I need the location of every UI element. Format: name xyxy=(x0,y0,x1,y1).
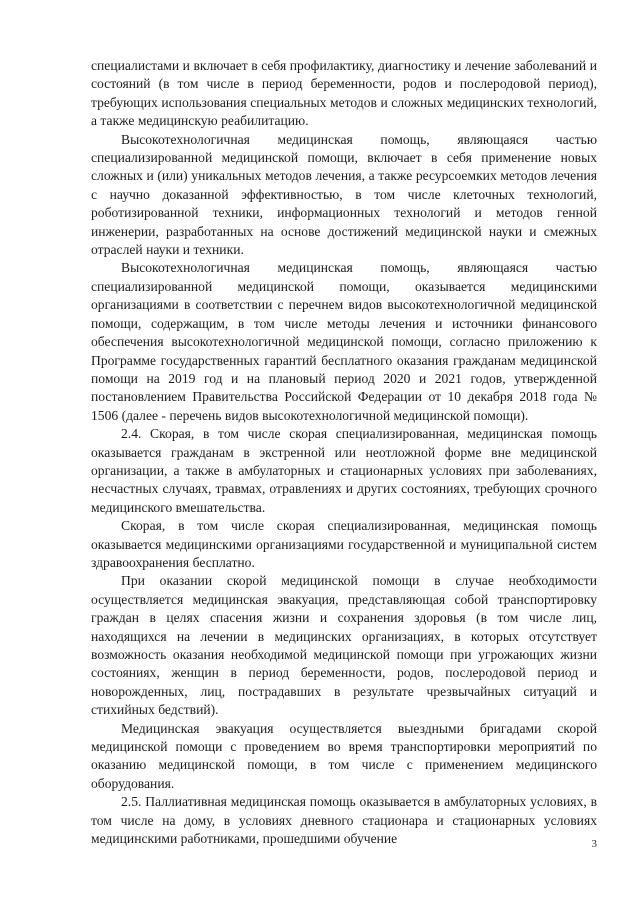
paragraph-evacuation-teams: Медицинская эвакуация осуществляется выездными бригадами скорой медицинской помощи с проведением во время транспортировки мероприятий по оказанию медицинской помощи, в том числе с применением медицинского оборудования. xyxy=(91,720,597,791)
paragraph-high-tech-care-provision: Высокотехнологичная медицинская помощь, являющаяся частью специализированной медицинской помощи, оказывается медицинскими организациями в соответствии с перечнем видов высокотехнологичной медицинской помощи, содержащим, в том числе методы лечения и источники финансового обеспечения высокотехнологичной медицинской помощи, согласно приложению к Программе государственных гарантий бесплатного оказания гражданам медицинской помощи на 2019 год и на плановый период 2020 и 2021 годов, утвержденной постановлением Правительства Российской Федерации от 10 декабря 2018 года № 1506 (далее - перечень видов высокотехнологичной медицинской помощи). xyxy=(91,260,597,423)
paragraph-high-tech-care-definition: Высокотехнологичная медицинская помощь, являющаяся частью специализированной медицинской помощи, включает в себя применение новых сложных и (или) уникальных методов лечения, а также ресурсоемких методов лечения с научно доказанной эффективностью, в том числе клеточных технологий, роботизированной техники, информационных технологий и методов генной инженерии, разработанных на основе достижений медицинской науки и смежных отраслей науки и техники. xyxy=(91,131,597,258)
paragraph-continuation: специалистами и включает в себя профилактику, диагностику и лечение заболеваний и состояний (в том числе в период беременности, родов и послеродовой период), требующих использования специальных методов и сложных медицинских технологий, а также медицинскую реабилитацию. xyxy=(91,58,597,129)
paragraph-medical-evacuation: При оказании скорой медицинской помощи в случае необходимости осуществляется медицинская эвакуация, представляющая собой транспортировку граждан в целях спасения жизни и сохранения здоровья (в том числе лиц, находящихся на лечении в медицинских организациях, в которых отсутствует возможность оказания необходимой медицинской помощи при угрожающих жизни состояниях, женщин в период беременности, родов, послеродовой период и новорожденных, лиц, пострадавших в результате чрезвычайных ситуаций и стихийных бедствий). xyxy=(91,573,597,718)
page-number: 3 xyxy=(591,838,597,850)
paragraph-2-5-palliative-care: 2.5. Паллиативная медицинская помощь оказывается в амбулаторных условиях, в том числе на дому, в условиях дневного стационара и стационарных условиях медицинскими работниками, прошедшими обучение xyxy=(91,794,597,847)
paragraph-emergency-care-free: Скорая, в том числе скорая специализированная, медицинская помощь оказывается медицинскими организациями государственной и муниципальной систем здравоохранения бесплатно. xyxy=(91,518,597,570)
document-body xyxy=(91,57,597,848)
paragraph-2-4-emergency-care: 2.4. Скорая, в том числе скорая специализированная, медицинская помощь оказывается гражданам в экстренной или неотложной форме вне медицинской организации, а также в амбулаторных и стационарных условиях при заболеваниях, несчастных случаях, травмах, отравлениях и других состояниях, требующих срочного медицинского вмешательства. xyxy=(91,426,597,515)
